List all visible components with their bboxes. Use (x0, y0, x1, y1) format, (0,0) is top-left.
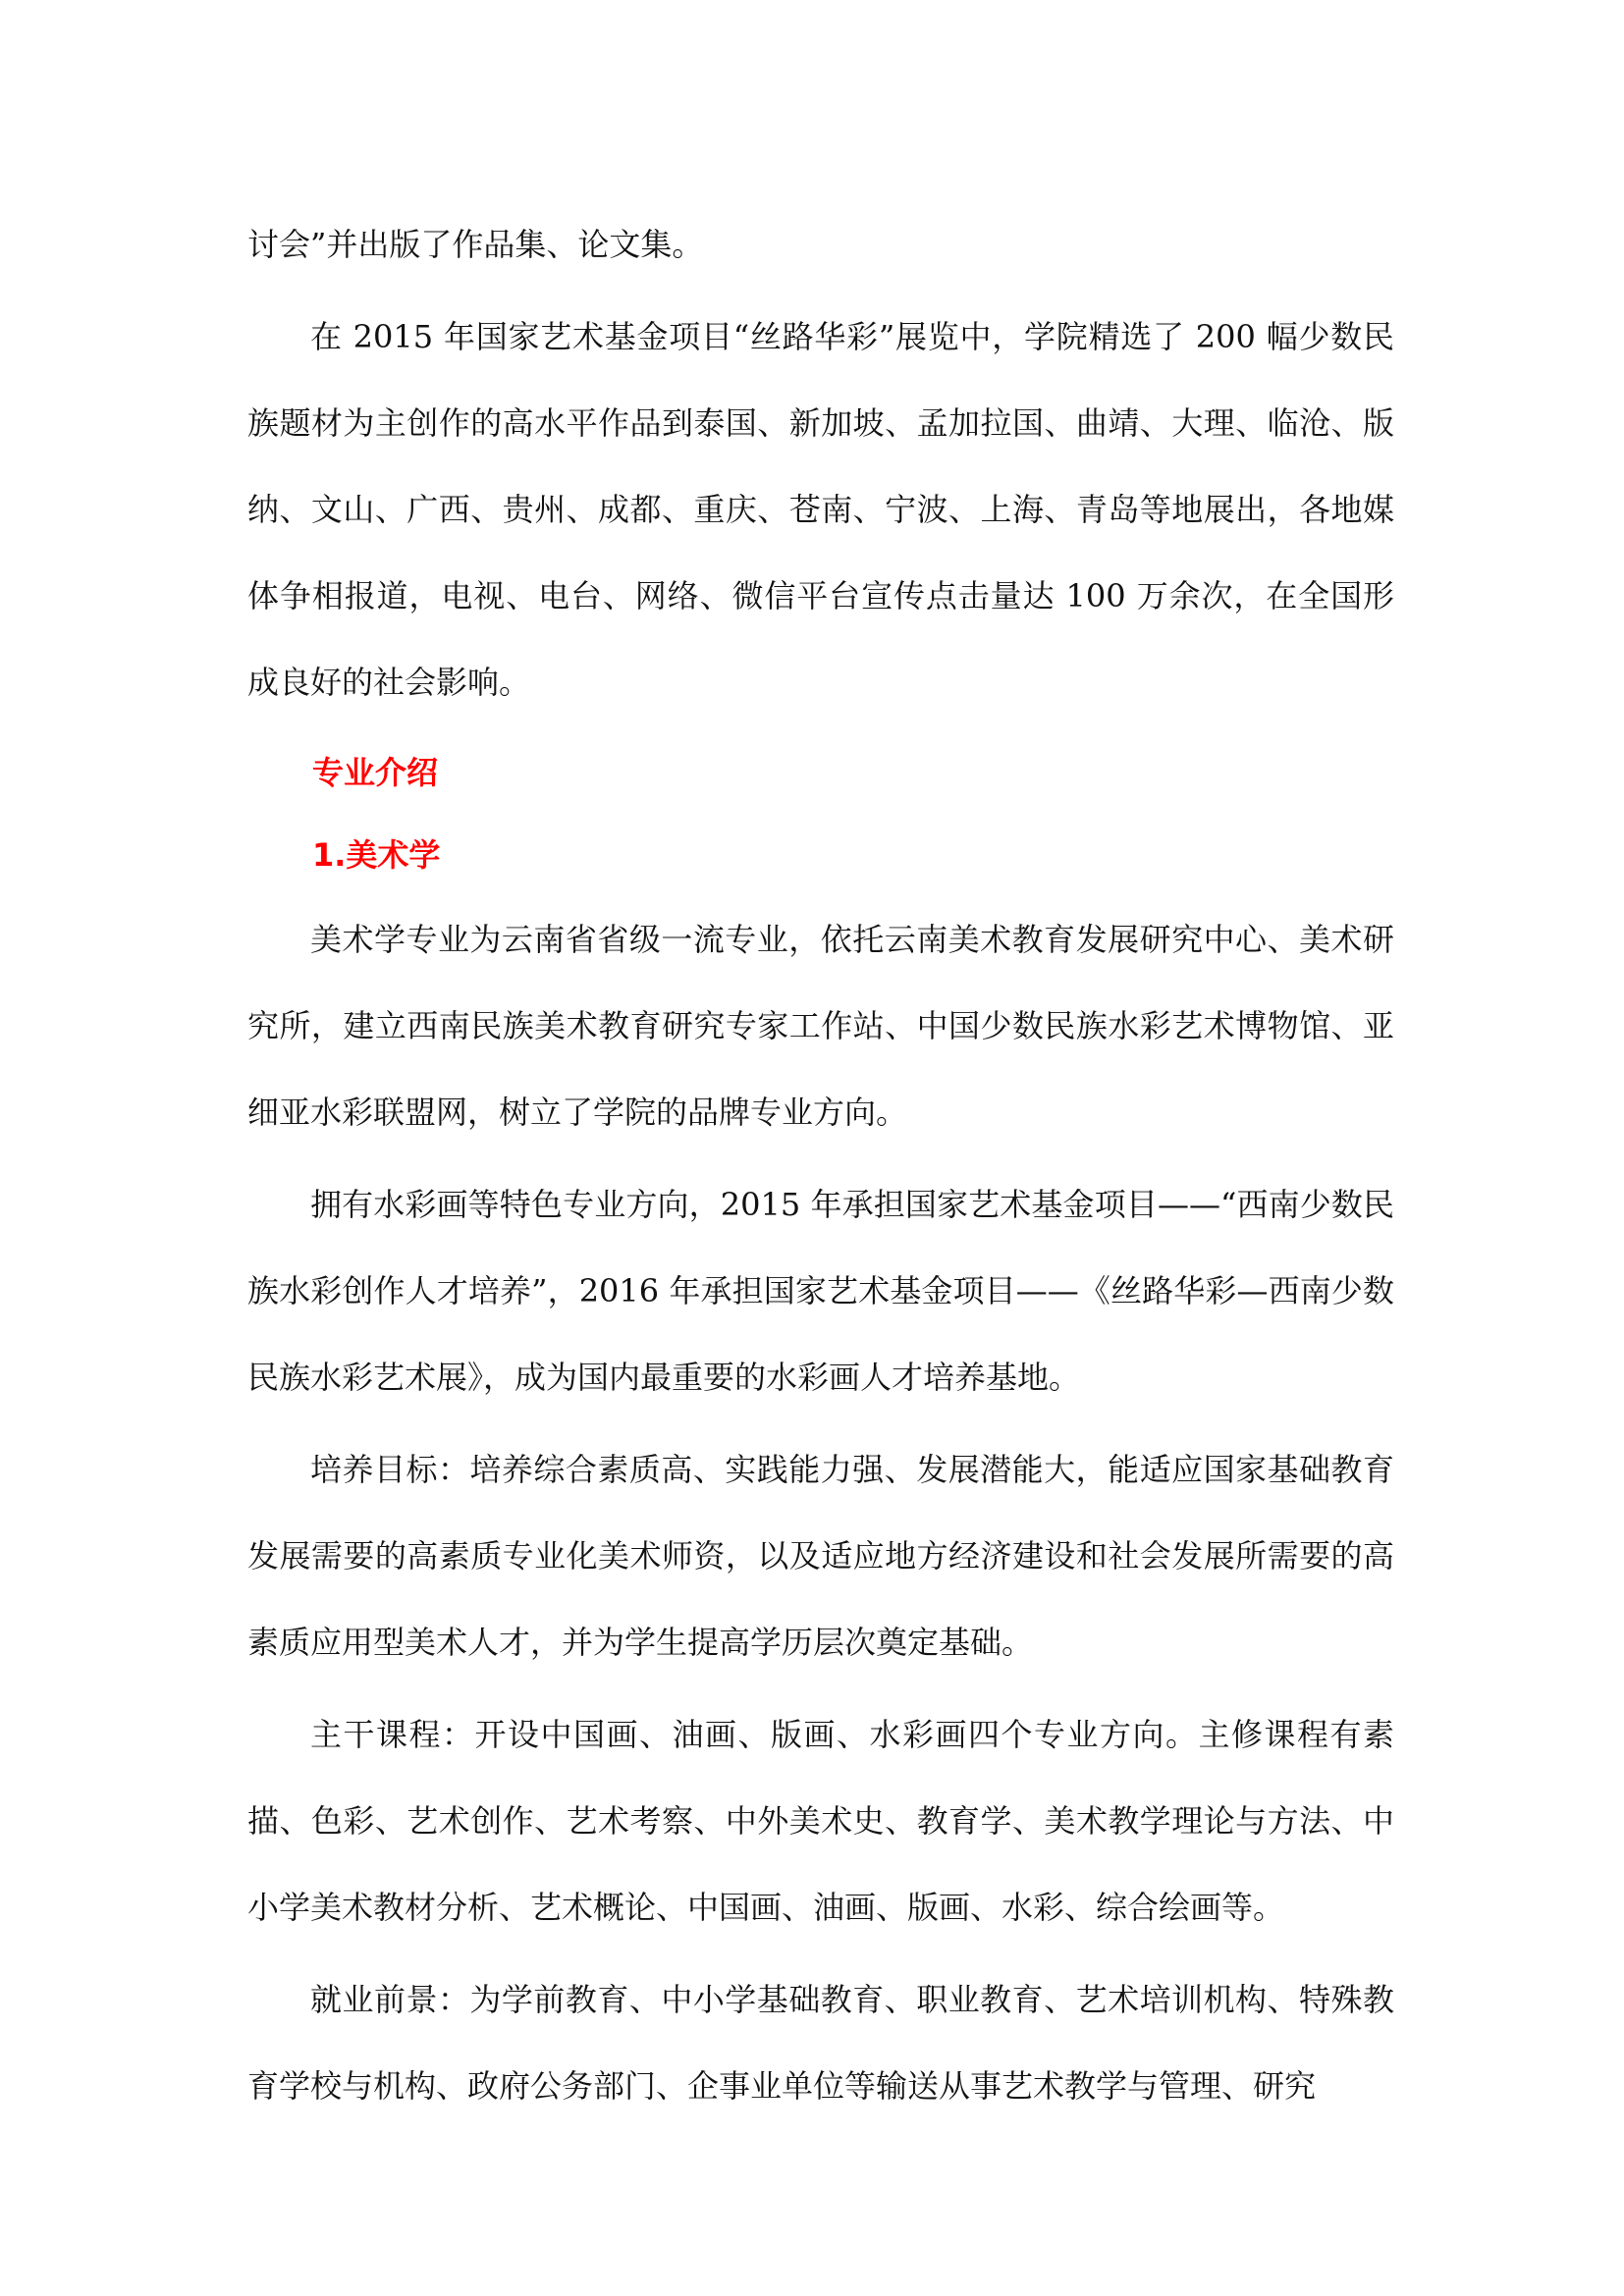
paragraph-training-goal: 培养目标：培养综合素质高、实践能力强、发展潜能大，能适应国家基础教育发展需要的高素质专业化美术师资，以及适应地方经济建设和社会发展所需要的高素质应用型美术人才，并为学生提高学历层次奠定基础。 (247, 1451, 1394, 1661)
paragraph-continuation: 讨会”并出版了作品集、论文集。 (247, 226, 704, 263)
subsection-heading-fine-arts: 1.美术学 (312, 836, 441, 874)
paragraph-employment-prospects: 就业前景：为学前教育、中小学基础教育、职业教育、艺术培训机构、特殊教育学校与机构、政府公务部门、企事业单位等输送从事艺术教学与管理、研究 (247, 1981, 1394, 2105)
section-heading-major-intro: 专业介绍 (312, 754, 439, 791)
paragraph-silk-road-exhibition: 在 2015 年国家艺术基金项目“丝路华彩”展览中，学院精选了 200 幅少数民族题材为主创作的高水平作品到泰国、新加坡、孟加拉国、曲靖、大理、临沧、版纳、文山、广西、贵州、成都、重庆、苍南、宁波、上海、青岛等地展出，各地媒体争相报道，电视、电台、网络、微信平台宣传点击量达 100 万余次，在全国形成良好的社会影响。 (247, 318, 1394, 701)
paragraph-watercolor-direction: 拥有水彩画等特色专业方向，2015 年承担国家艺术基金项目——“西南少数民族水彩创作人才培养”，2016 年承担国家艺术基金项目——《丝路华彩—西南少数民族水彩艺术展》，成为国内最重要的水彩画人才培养基地。 (247, 1186, 1394, 1396)
document-page (247, 201, 1394, 2135)
paragraph-core-courses: 主干课程：开设中国画、油画、版画、水彩画四个专业方向。主修课程有素描、色彩、艺术创作、艺术考察、中外美术史、教育学、美术教学理论与方法、中小学美术教材分析、艺术概论、中国画、油画、版画、水彩、综合绘画等。 (247, 1716, 1394, 1926)
paragraph-fine-arts-overview: 美术学专业为云南省省级一流专业，依托云南美术教育发展研究中心、美术研究所，建立西南民族美术教育研究专家工作站、中国少数民族水彩艺术博物馆、亚细亚水彩联盟网，树立了学院的品牌专业方向。 (247, 921, 1394, 1131)
